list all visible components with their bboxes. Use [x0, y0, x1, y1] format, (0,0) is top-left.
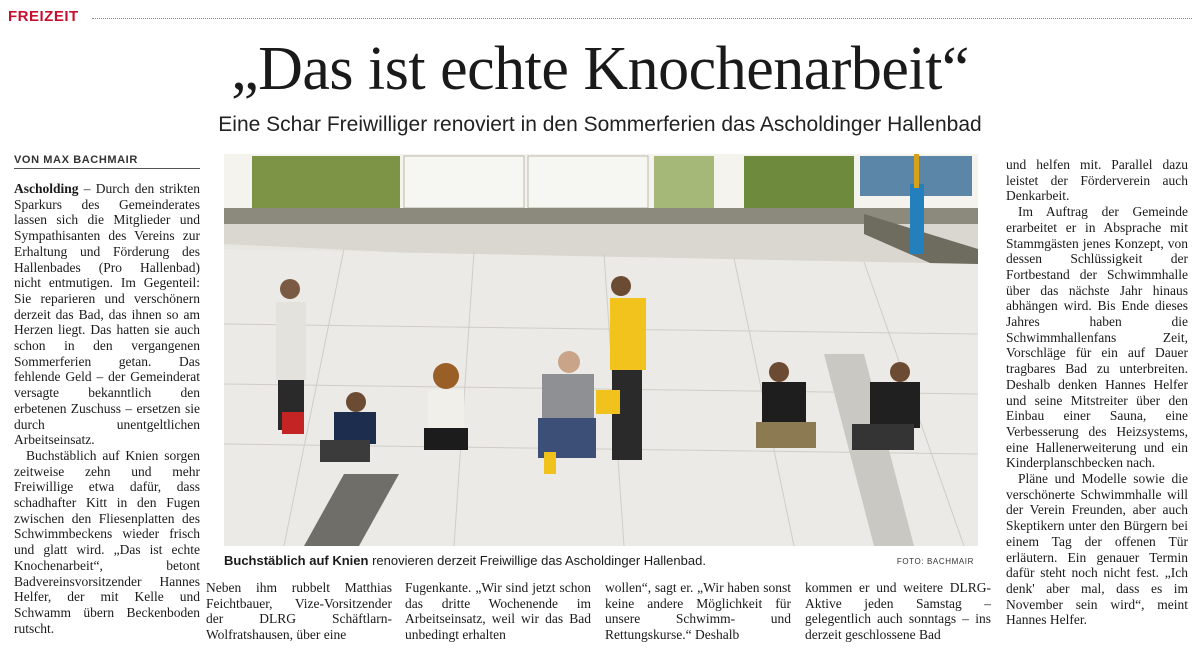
caption-text: renovieren derzeit Freiwillige das Ascholdinger Hallenbad.	[368, 553, 706, 568]
subheadline: Eine Schar Freiwilliger renoviert in den Sommerferien das Ascholdinger Hallenbad	[218, 113, 982, 136]
paragraph: und helfen mit. Parallel dazu leistet der Förderverein auch Denkarbeit.	[1006, 157, 1188, 204]
section-divider	[92, 18, 1192, 19]
caption-bold: Buchstäblich auf Knien	[224, 553, 369, 568]
headline: „Das ist echte Knochenarbeit“	[231, 35, 969, 103]
paragraph: Pläne und Modelle sowie die verschönerte Schwimmhalle will der Verein Freunden, aber auch Skeptikern unter den Bürgern bei einem Tag der offenen Tür erläutern. Ein genauer Termin dafür steht noch nicht fest. „Ich denk' aber mal, dass es im November sein wird“, meint Hannes Helfer.	[1006, 471, 1188, 628]
byline: VON MAX BACHMAIR	[14, 154, 138, 166]
paragraph: Im Auftrag der Gemeinde erarbeitet er in Absprache mit Stammgästen jenes Konzept, von dessen Schlüssigkeit der Fortbestand der Schwimmhalle über das nächste Jahr hinaus abhängen wird. Bis Ende dieses Jahres haben die Schwimmhallenfans Zeit, Vorschläge für ein auf Dauer tragbares Bad zu unterbreiten. Deshalb denken Hannes Helfer und seine Mitstreiter über den Einbau einer Sauna, eine Verbesserung des Heizsystems, eine Hallenerweiterung und ein Kinderplanschbecken nach.	[1006, 204, 1188, 471]
photo-credit: FOTO: BACHMAIR	[896, 557, 974, 566]
article-column-1	[14, 181, 200, 636]
dateline: Ascholding	[14, 181, 79, 196]
pool-volunteers-photo	[224, 154, 978, 546]
paragraph	[14, 181, 200, 448]
article-photo	[224, 154, 978, 546]
article-column-3: Fugenkante. „Wir sind jetzt schon das dritte Wochenende im Arbeitseinsatz, weil wir das Bad unbedingt erhalten	[405, 580, 591, 643]
article-column-5: kommen er und weitere DLRG-Aktive jeden Samstag – gelegentlich auch sonntags – ins derzeit geschlossene Bad	[805, 580, 991, 643]
paragraph: Buchstäblich auf Knien sorgen zeitweise zehn und mehr Freiwillige etwa dafür, dass schadhafter Kitt in den Fugen zwischen den Fliesenplatten des Schwimmbeckens wieder frisch und glatt wird. „Das ist echte Knochenarbeit“, betont Badvereinsvorsitzender Hannes Helfer, der mit Kelle und Schwamm übern Beckenboden rutscht.	[14, 447, 200, 636]
section-label: FREIZEIT	[8, 8, 79, 25]
article-column-4: wollen“, sagt er. „Wir haben sonst keine andere Möglichkeit für unsere Schwimm- und Rettungskurse.“ Deshalb	[605, 580, 791, 643]
article-column-2: Neben ihm rubbelt Matthias Feichtbauer, Vize-Vorsitzender der DLRG Schäftlarn-Wolfratshausen, über eine	[206, 580, 392, 643]
byline-rule	[14, 168, 200, 169]
article-column-6	[1006, 157, 1188, 628]
paragraph-text: – Durch den strikten Sparkurs des Gemeinderates lassen sich die Mitglieder und Sympathisanten des Vereins zur Erhaltung und Förderung des Hallenbades (Pro Hallenbad) nicht entmutigen. Im Gegenteil: Sie reparieren und verschönern derzeit das Bad, das ihnen so am Herzen liegt. Das hatten sie auch schon in den vergangenen Sommerferien getan. Das fehlende Geld – der Gemeinderat versagte bekanntlich den erbetenen Zuschuss – ersetzen sie durch unentgeltlichen Arbeitseinsatz.	[14, 181, 200, 448]
